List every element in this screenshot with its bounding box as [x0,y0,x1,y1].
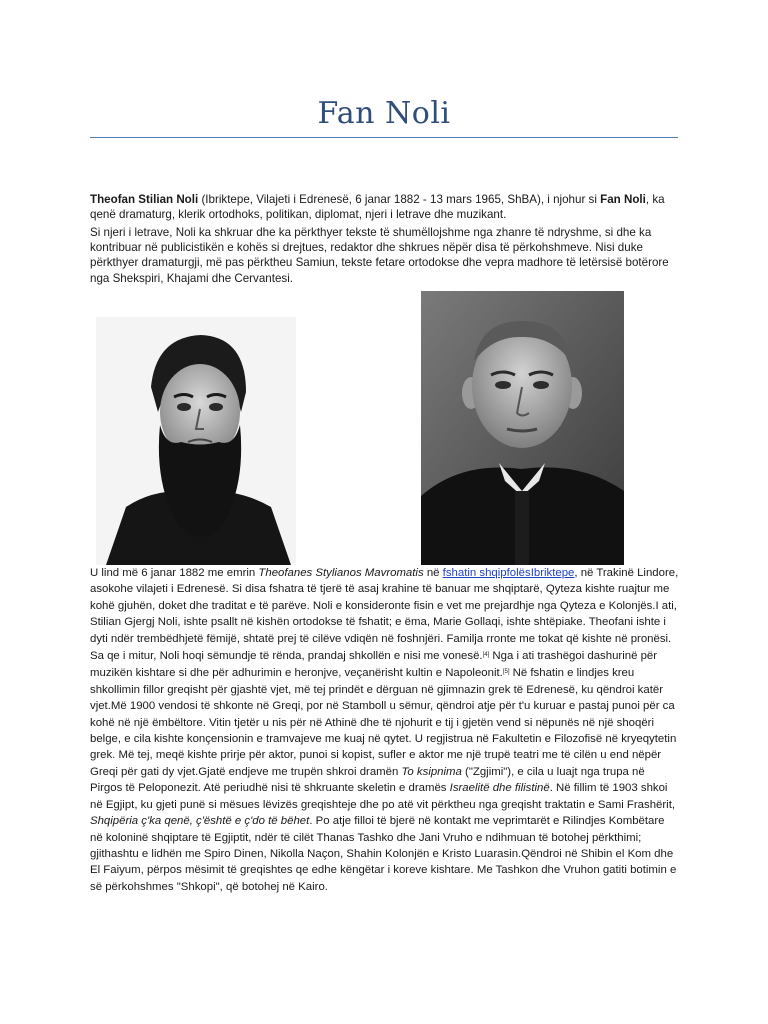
bio-text-1: U lind më 6 janar 1882 me emrin [90,567,259,579]
bio-text-8: . Po atje filloi të bjerë në kontakt me veprimtarët e Rilindjes Kombëtare në koloninë shqiptare të Egjiptit, ndër të cilët Thanas Tashko dhe Jani Vruho e ndihmuan të botohej përkthimi; gjithashtu e lidhën me Spiro Dinen, Nikolla Naçon, Shahin Kolonjën e Kristo Luarasin.Qëndroi në Shibin el Kom dhe El Faiyum, përpos mësimit të greqishtes qe edhe këngëtar i koreve kishtare. Me Tashkon dhe Vruhon gatiti botimin e së përkohshmes "Shkopi", që botohej në Kairo. [90,815,677,893]
drama2-title: Israelitë dhe filistinë [449,782,550,795]
portrait-older-noli [421,291,624,565]
literary-paragraph: Si njeri i letrave, Noli ka shkruar dhe ka përkthyer tekste të shumëllojshme nga zhanre të ndryshme, si dhe ka kontribuar në publicistikën e kohës si drejtues, redaktor dhe shkrues nëpër disa të përkohshmeve. Nisi duke përkthyer dramaturgji, më pas përktheu Samiun, tekste fetare ortodokse dhe vepra madhore të letërsisë botërore nga Shekspiri, Khajami dhe Cervantesi. [90,226,669,285]
reference-4[interactable]: [4] [482,652,490,659]
treatise-title: Shqipëria ç'ka qenë, ç'është e ç'do të bëhet [90,815,310,828]
drama-title: To ksipnima [401,765,462,778]
reference-5[interactable]: [5] [502,669,510,676]
intro-text-a: (Ibriktepe, Vilajeti i Edrenesë, 6 janar 1882 - 13 mars 1965, ShBA), i njohur si [198,193,601,206]
intro-text-b: , ka qenë dramaturg, klerik ortodhoks, politikan, diplomat, njeri i letrave dhe muzikant. [90,193,665,222]
village-link[interactable]: fshatin shqipfolësIbriktepe [442,567,575,579]
intro-paragraph [90,192,680,222]
portrait-young-noli-image [96,317,296,565]
portrait-older-noli-image [421,291,624,565]
title-divider [90,137,678,138]
subject-full-name: Theofan Stilian Noli [90,193,199,206]
biography-paragraph [90,565,680,895]
page-title: Fan Noli [317,96,451,131]
portrait-young-noli [96,317,296,565]
bio-text-6: ("Zgjimi"), e cila u luajt nga trupa në Pirgos të Peloponezit. Atë periudhë nisi të shkruante skeletin e dramës [90,765,645,795]
bio-text-3: , në Trakinë Lindore, asokohe vilajeti i Edrenesë. Si disa fshatra të tjerë të asaj krahine të banuar me shqiptarë, Qyteza kishte ruajtur me kohë gjuhën, doket dhe traditat e të parëve. Noli e konsideronte fisin e vet me prejardhje nga Qyteza e Kolonjës.I ati, Stilian Gjergj Noli, ishte psallt në kishën ortodokse të fshatit; e ëma, Marie Gollaqi, ishte shtëpiake. Theofani ishte i dyti ndër trembëdhjetë fëmijë, shtatë prej të cilëve vdiqën në foshnjëri. Familja rronte me tokat që kishte në pronësi. Sa qe i mitur, Noli hoqi sëmundje të rënda, prandaj shkollën e nisi me vonesë. [90,567,679,663]
subject-alias: Fan Noli [600,193,646,206]
bio-text-7: . Në fillim të 1903 shkoi në Egjipt, ku gjeti punë si mësues lëvizës greqishteje dhe po atë vit përktheu nga greqisht traktatin e Sami Frashërit, [90,782,676,811]
bio-text-2: në [423,567,443,579]
bio-text-4: Nga i ati trashëgoi dashurinë për muzikën kishtare si dhe për adhurimin e heronjve, veçanërisht kultin e Napoleonit. [90,650,658,680]
bio-text-5: Në fshatin e lindjes kreu shkollimin fillor greqisht për gjashtë vjet, më tej prindët e dërguan në gjimnazin grek të Edrenesë, ku qëndroi katër vjet.Më 1900 vendosi të shkonte në Greqi, por në Stamboll u sëmur, qëndroi atje për t'u kuruar e pastaj punoi për ca kohë në një ëmbëltore. Vitin tjetër u nis për në Athinë dhe të njohurit e tij i gjetën vend si nëpunës në një shoqëri belge, e cila kishte konçensionin e tramvajeve me kuaj në qytet. U regjistrua në Fakultetin e Filozofisë në kryeqytetin grek. Më tej, meqë kishte prirje për aktor, punoi si kopist, sufler e aktor me një trupë teatri me të cilën u end nëpër Greqi për gati dy vjet.Gjatë endjeve me trupën shkroi dramën [90,667,677,778]
birth-name: Theofanes Stylianos Mavromatis [258,567,424,579]
